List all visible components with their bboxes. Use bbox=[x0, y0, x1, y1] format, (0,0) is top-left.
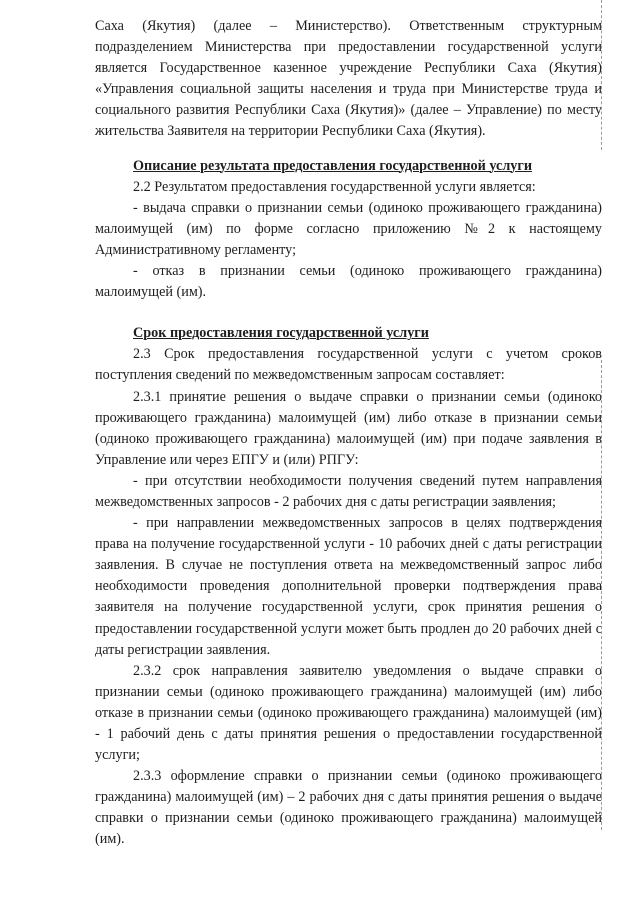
section-heading-result: Описание результата предоставления государственной услуги bbox=[133, 157, 532, 174]
paragraph-2-3-1: 2.3.1 принятие решения о выдаче справки о признании семьи (одиноко проживающего гражданина) малоимущей (им) либо отказе в признании семьи (одиноко проживающего гражданина) малоимущей (им) при подаче заявления в Управление или через ЕПГУ и (или) РПГУ: bbox=[95, 388, 602, 468]
term-with-requests: - при направлении межведомственных запросов в целях подтверждения права на получение государственной услуги - 10 рабочих дней с даты регистрации заявления. В случае не поступления ответа на межведомственный запрос либо необходимости проведения дополнительной проверки подтверждения права заявителя на получение государственной услуги, срок принятия решения о предоставлении государственной услуги может быть продлен до 20 рабочих дней с даты регистрации заявления. bbox=[95, 515, 602, 658]
paragraph-2-3: 2.3 Срок предоставления государственной услуги с учетом сроков поступления сведений по межведомственным запросам составляет: bbox=[95, 346, 602, 384]
section-heading-term: Срок предоставления государственной услуги bbox=[133, 325, 429, 342]
term-no-requests: - при отсутствии необходимости получения сведений путем направления межведомственных запросов - 2 рабочих дня с даты регистрации заявления; bbox=[95, 472, 602, 510]
scan-fold-line bbox=[600, 360, 602, 830]
paragraph-2-2: 2.2 Результатом предоставления государственной услуги является: bbox=[133, 178, 536, 195]
scan-fold-line bbox=[600, 0, 602, 150]
intro-paragraph: Саха (Якутия) (далее – Министерство). Ответственным структурным подразделением Министерства при предоставлении государственной услуги является Государственное казенное учреждение Республики Саха (Якутия) «Управления социальной защиты населения и труда при Министерстве труда и социального развития Республики Саха (Якутия)» (далее – Управление) по месту жительства Заявителя на территории Республики Саха (Якутия). bbox=[95, 18, 602, 140]
result-item-refusal: - отказ в признании семьи (одиноко проживающего гражданина) малоимущей (им). bbox=[95, 263, 602, 301]
paragraph-2-3-2: 2.3.2 срок направления заявителю уведомления о выдаче справки о признании семьи (одиноко проживающего гражданина) малоимущей (им) либо отказе в признании семьи (одиноко проживающего гражданина) малоимущей (им) - 1 рабочий день с даты принятия решения о предоставлении государственной услуги; bbox=[95, 662, 602, 764]
paragraph-2-3-3: 2.3.3 оформление справки о признании семьи (одиноко проживающего гражданина) малоимущей (им) – 2 рабочих дня с даты принятия решения о выдаче справки о признании семьи (одиноко проживающего гражданина) малоимущей (им). bbox=[95, 768, 602, 848]
result-item-issue: - выдача справки о признании семьи (одиноко проживающего гражданина) малоимущей (им) по форме согласно приложению №2 к настоящему Административному регламенту; bbox=[95, 199, 602, 258]
